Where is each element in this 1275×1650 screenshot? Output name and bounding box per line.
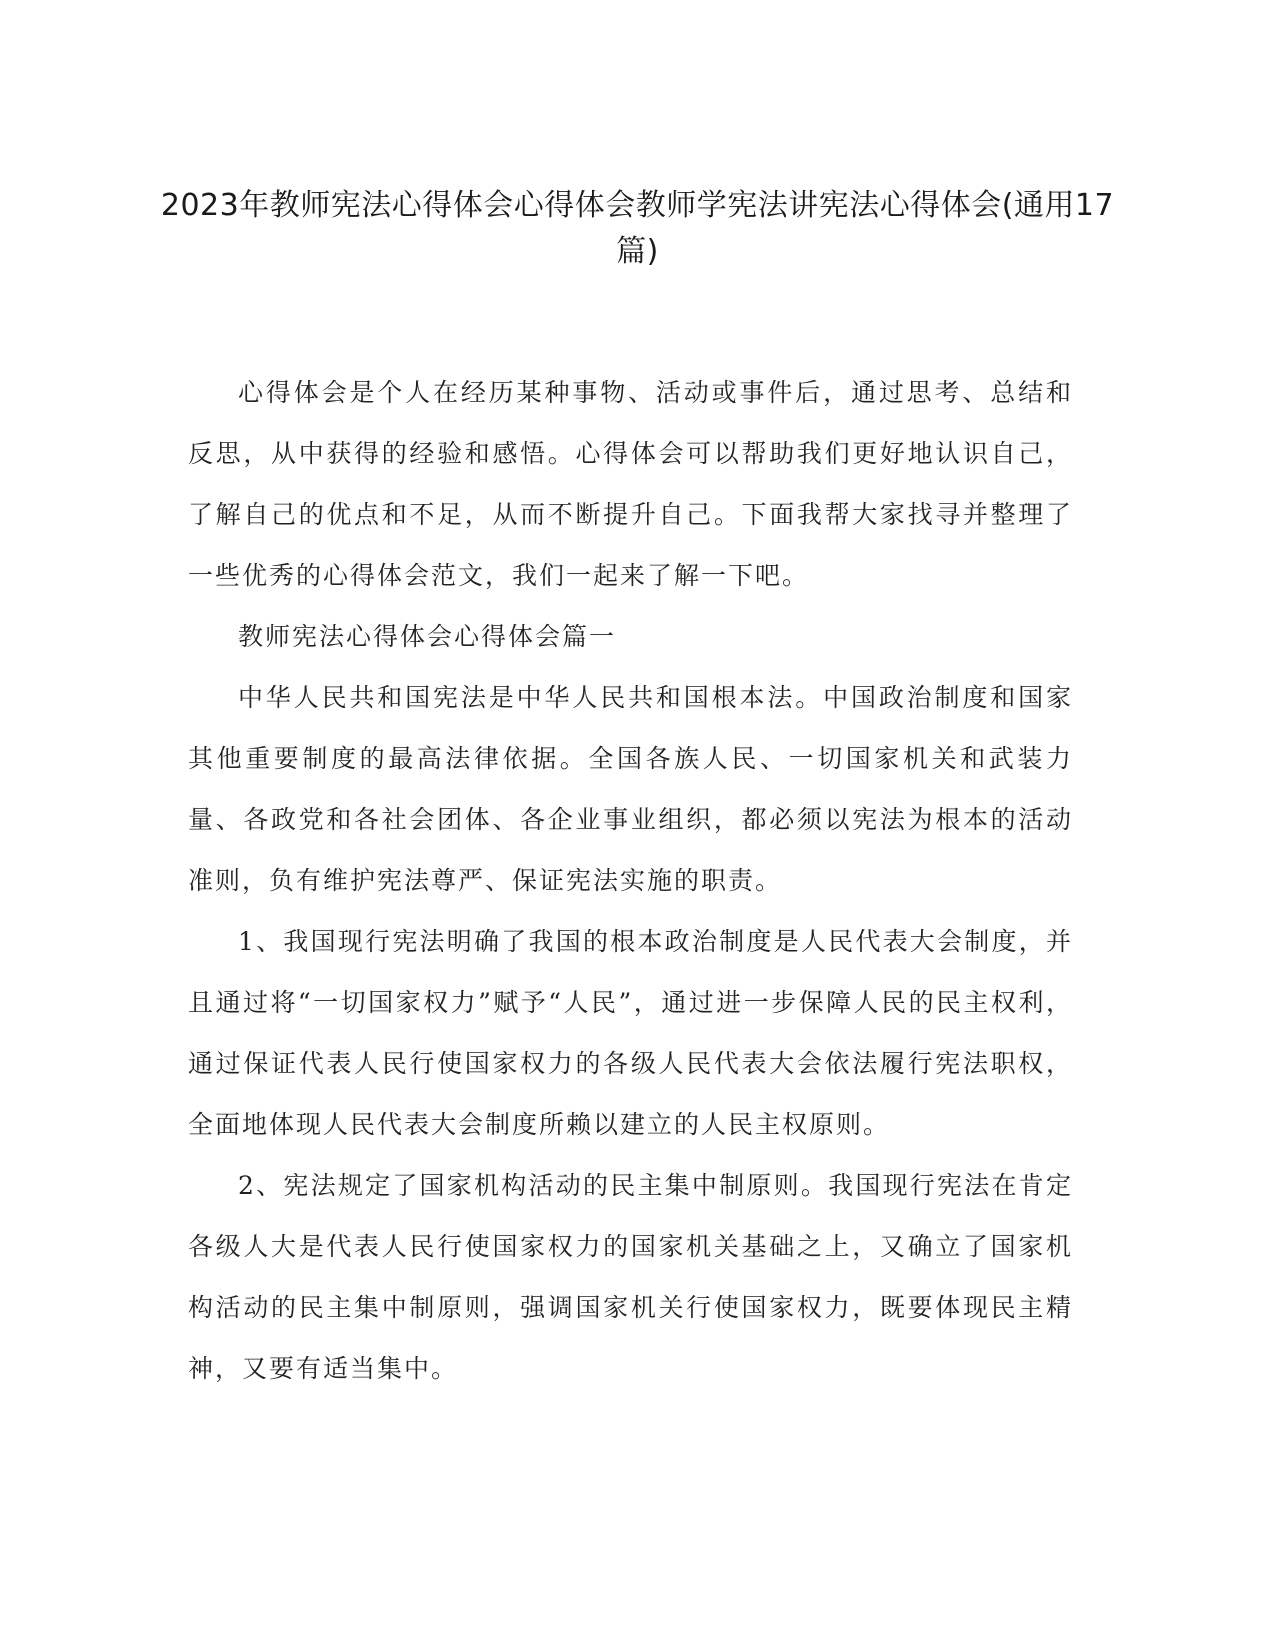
document-title: 2023年教师宪法心得体会心得体会教师学宪法讲宪法心得体会(通用17篇) (160, 188, 1115, 269)
intro-paragraph: 心得体会是个人在经历某种事物、活动或事件后，通过思考、总结和反思，从中获得的经验和感悟。心得体会可以帮助我们更好地认识自己，了解自己的优点和不足，从而不断提升自己。下面我帮大家找寻并整理了一些优秀的心得体会范文，我们一起来了解一下吧。 (188, 378, 1073, 590)
body-paragraph: 2、宪法规定了国家机构活动的民主集中制原则。我国现行宪法在肯定各级人大是代表人民行使国家权力的国家机关基础之上，又确立了国家机构活动的民主集中制原则，强调国家机关行使国家权力，既要体现民主精神，又要有适当集中。 (188, 1171, 1073, 1383)
body-paragraph: 中华人民共和国宪法是中华人民共和国根本法。中国政治制度和国家其他重要制度的最高法律依据。全国各族人民、一切国家机关和武装力量、各政党和各社会团体、各企业事业组织，都必须以宪法为根本的活动准则，负有维护宪法尊严、保证宪法实施的职责。 (188, 683, 1073, 895)
body-paragraph: 1、我国现行宪法明确了我国的根本政治制度是人民代表大会制度，并且通过将“一切国家权力”赋予“人民”，通过进一步保障人民的民主权利，通过保证代表人民行使国家权力的各级人民代表大会依法履行宪法职权，全面地体现人民代表大会制度所赖以建立的人民主权原则。 (188, 927, 1073, 1139)
section-heading: 教师宪法心得体会心得体会篇一 (238, 622, 617, 651)
document-body (188, 362, 1073, 1399)
